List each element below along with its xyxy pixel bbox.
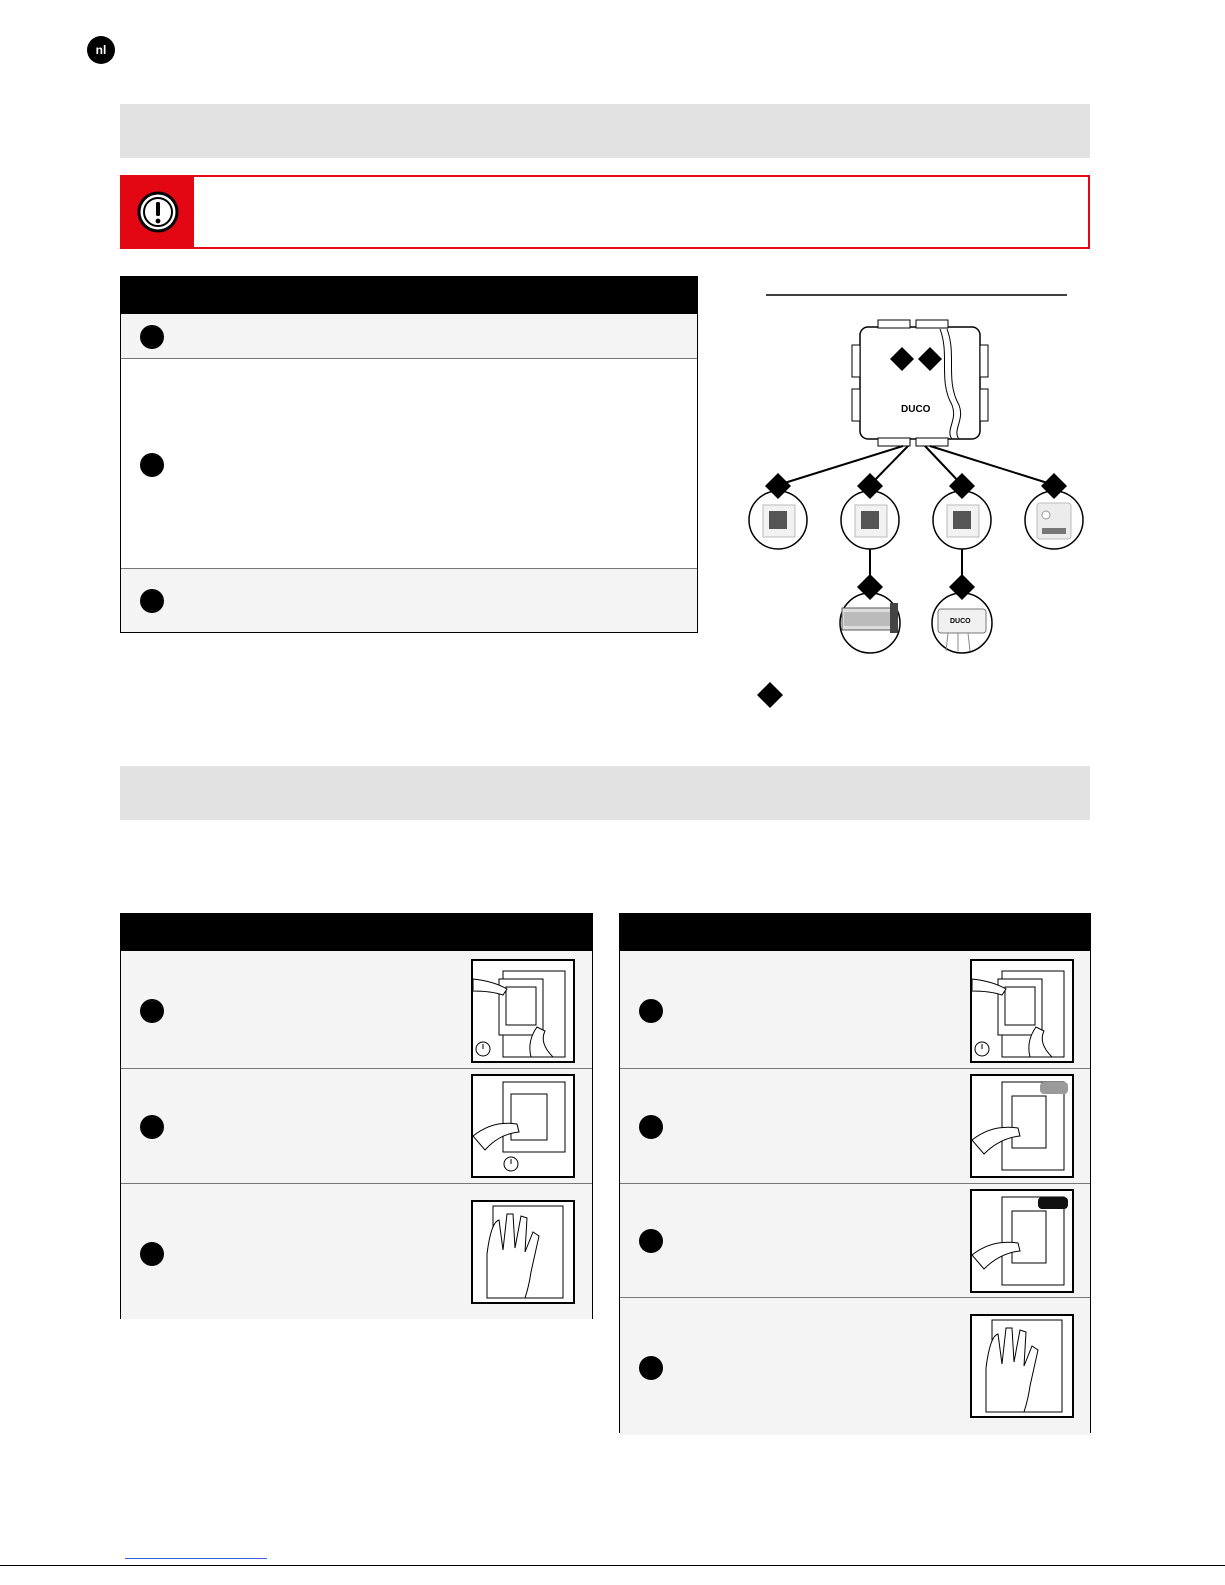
step-row xyxy=(620,951,1090,1069)
control-switch-3 xyxy=(933,473,991,549)
control-switch-2 xyxy=(841,473,899,549)
section-title-band-2 xyxy=(120,766,1090,820)
step-dot-icon xyxy=(140,1115,164,1139)
table-row xyxy=(121,359,697,569)
grille-device xyxy=(840,574,900,653)
step-illustration xyxy=(471,959,575,1063)
step-dot-icon xyxy=(639,1115,663,1139)
step-row xyxy=(620,1184,1090,1298)
components-table xyxy=(120,276,698,633)
procedure-panel-right-header xyxy=(620,914,1090,951)
step-dot-icon xyxy=(639,1356,663,1380)
components-table-header xyxy=(121,277,697,314)
step-illustration xyxy=(970,1074,1074,1178)
footer-rule xyxy=(0,1565,1225,1566)
step-dot-icon xyxy=(140,1242,164,1266)
section-title-band-1 xyxy=(120,104,1090,158)
module-brand-label: DUCO xyxy=(950,618,971,625)
step-illustration xyxy=(970,1314,1074,1418)
language-badge: nl xyxy=(87,36,115,64)
control-switch-1 xyxy=(749,473,807,549)
table-row xyxy=(121,314,697,359)
step-illustration xyxy=(471,1200,575,1304)
warning-box xyxy=(120,175,1090,249)
control-module xyxy=(932,574,992,653)
step-dot-icon xyxy=(140,453,164,477)
legend-diamond-icon xyxy=(757,682,783,708)
step-illustration xyxy=(970,1189,1074,1293)
step-row xyxy=(121,951,592,1069)
step-row xyxy=(620,1298,1090,1435)
step-dot-icon xyxy=(639,1229,663,1253)
exclamation-circle-icon xyxy=(136,190,180,234)
step-row xyxy=(121,1069,592,1184)
unit-brand-label: DUCO xyxy=(901,404,931,415)
sensor-device xyxy=(1025,473,1083,549)
procedure-panel-left-header xyxy=(121,914,592,951)
step-illustration xyxy=(471,1074,575,1178)
ventilation-unit xyxy=(852,320,988,446)
stopwatch-icon xyxy=(504,1157,518,1171)
step-illustration xyxy=(970,959,1074,1063)
procedure-panel-left xyxy=(120,913,593,1319)
step-dot-icon xyxy=(140,325,164,349)
step-dot-icon xyxy=(639,999,663,1023)
stopwatch-icon xyxy=(975,1042,989,1056)
stopwatch-icon xyxy=(476,1042,490,1056)
step-dot-icon xyxy=(140,999,164,1023)
step-dot-icon xyxy=(140,589,164,613)
warning-icon-cell xyxy=(122,177,194,247)
step-row xyxy=(121,1184,592,1319)
table-row xyxy=(121,569,697,632)
footer-link-underline[interactable] xyxy=(125,1558,267,1559)
system-diagram xyxy=(740,285,1100,725)
procedure-panel-right xyxy=(619,913,1091,1433)
step-row xyxy=(620,1069,1090,1184)
